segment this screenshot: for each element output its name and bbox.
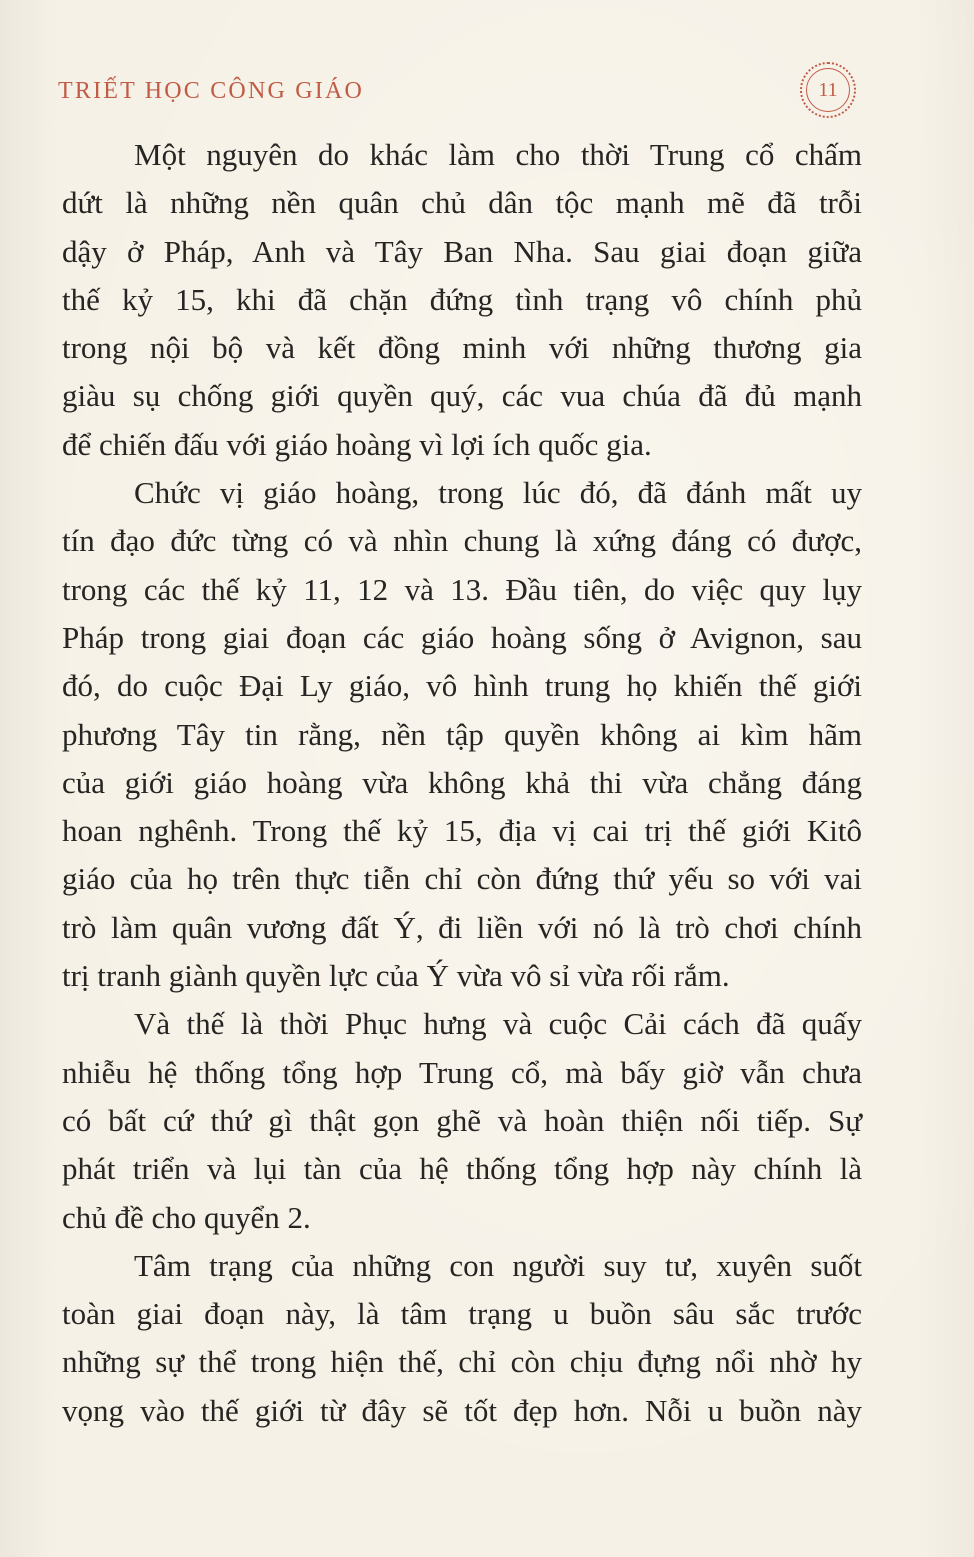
text-line: hoan nghênh. Trong thế kỷ 15, địa vị cai trị thế giới Kitô [62, 813, 862, 849]
text-line: vọng vào thế giới từ đây sẽ tốt đẹp hơn. Nỗi u buồn này [62, 1392, 862, 1428]
text-line: Pháp trong giai đoạn các giáo hoàng sống ở Avignon, sau [62, 619, 862, 655]
text-line: trò làm quân vương đất Ý, đi liền với nó là trò chơi chính [62, 909, 862, 945]
text-line: dậy ở Pháp, Anh và Tây Ban Nha. Sau giai đoạn giữa [62, 233, 862, 269]
text-line: Chức vị giáo hoàng, trong lúc đó, đã đánh mất uy [134, 475, 862, 511]
running-header-title: TRIẾT HỌC CÔNG GIÁO [58, 78, 365, 104]
text-line: Và thế là thời Phục hưng và cuộc Cải cách đã quấy [134, 1006, 862, 1042]
text-line: trị tranh giành quyền lực của Ý vừa vô sỉ vừa rối rắm. [62, 958, 730, 994]
page-number: 11 [818, 78, 838, 101]
text-line: của giới giáo hoàng vừa không khả thi vừa chẳng đáng [62, 764, 862, 800]
text-line: phát triển và lụi tàn của hệ thống tổng hợp này chính là [62, 1151, 862, 1187]
page-number-ornament [800, 62, 856, 118]
paragraph-1 [62, 131, 862, 469]
paragraph-3 [62, 1000, 862, 1241]
text-line: có bất cứ thứ gì thật gọn ghẽ và hoàn thiện nối tiếp. Sự [62, 1102, 862, 1138]
text-line: để chiến đấu với giáo hoàng vì lợi ích quốc gia. [62, 426, 652, 462]
text-line: trong nội bộ và kết đồng minh với những thương gia [62, 330, 862, 366]
text-line: chủ đề cho quyển 2. [62, 1199, 311, 1235]
body-text [62, 131, 862, 1435]
text-line: dứt là những nền quân chủ dân tộc mạnh mẽ đã trỗi [62, 185, 862, 221]
text-line: nhiễu hệ thống tổng hợp Trung cổ, mà bấy giờ vẫn chưa [62, 1054, 862, 1090]
text-line: trong các thế kỷ 11, 12 và 13. Đầu tiên, do việc quy lụy [62, 571, 862, 607]
paragraph-4 [62, 1242, 862, 1435]
text-line: Một nguyên do khác làm cho thời Trung cổ chấm [134, 137, 862, 172]
text-line: những sự thể trong hiện thế, chỉ còn chịu đựng nổi nhờ hy [62, 1344, 862, 1380]
text-line: đó, do cuộc Đại Ly giáo, vô hình trung họ khiến thế giới [62, 668, 862, 704]
text-line: giáo của họ trên thực tiễn chỉ còn đứng thứ yếu so với vai [62, 861, 862, 897]
text-line: phương Tây tin rằng, nền tập quyền không ai kìm hãm [62, 716, 862, 752]
text-line: Tâm trạng của những con người suy tư, xuyên suốt [134, 1247, 862, 1283]
paragraph-2 [62, 469, 862, 1000]
text-line: thế kỷ 15, khi đã chặn đứng tình trạng vô chính phủ [62, 281, 862, 317]
text-line: tín đạo đức từng có và nhìn chung là xứng đáng có được, [62, 523, 862, 559]
text-line: toàn giai đoạn này, là tâm trạng u buồn sâu sắc trước [62, 1296, 862, 1332]
text-line: giàu sụ chống giới quyền quý, các vua chúa đã đủ mạnh [62, 378, 862, 414]
